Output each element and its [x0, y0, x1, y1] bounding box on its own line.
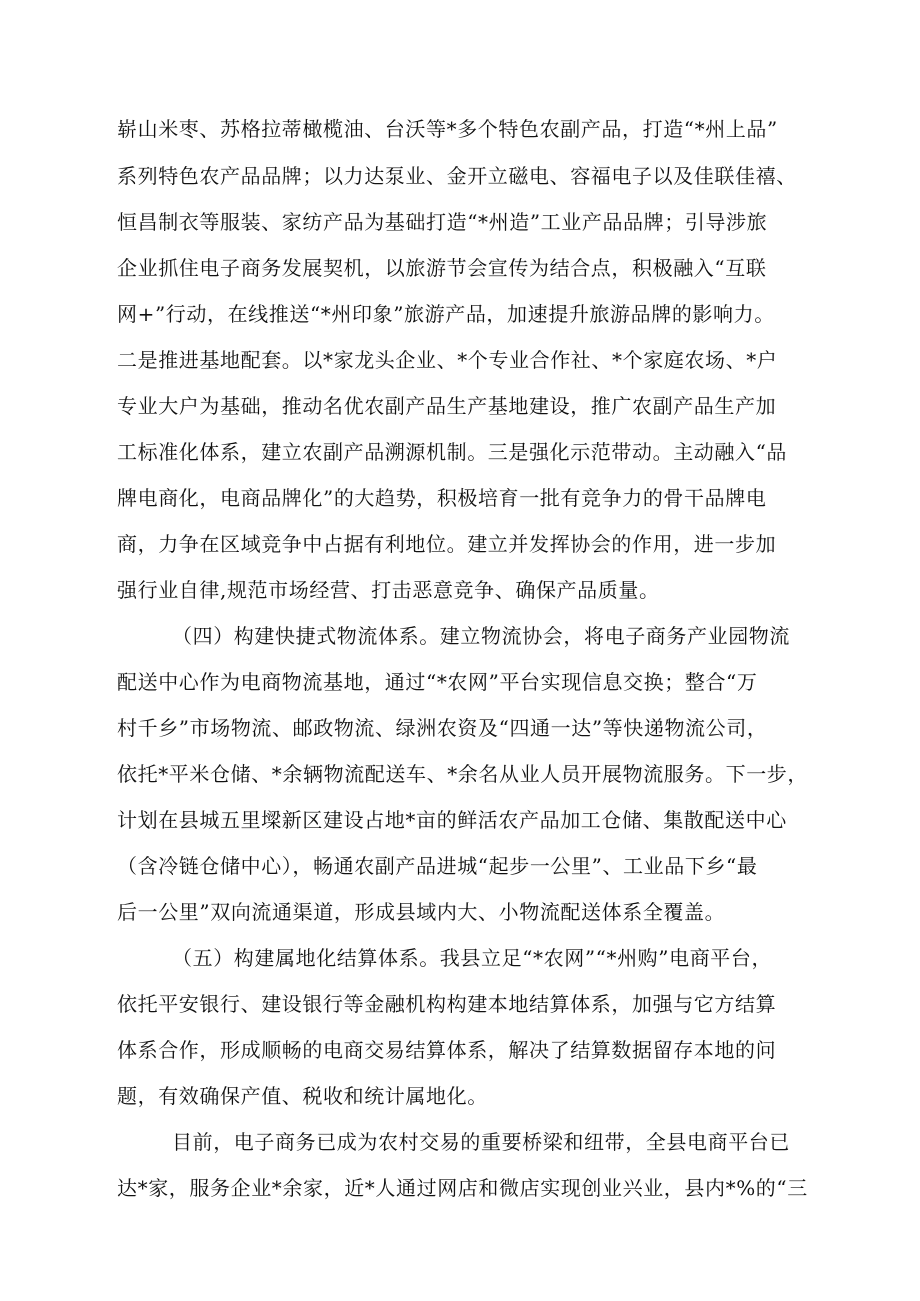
text-line: 工标准化体系，建立农副产品溯源机制。三是强化示范带动。主动融入“品: [117, 440, 788, 464]
text-line: 系列特色农产品品牌；以力达泵业、金开立磁电、容福电子以及佳联佳禧、: [117, 164, 797, 188]
text-line: 后一公里”双向流通渠道，形成县域内大、小物流配送体系全覆盖。: [117, 900, 726, 924]
text-line: 二是推进基地配套。以*家龙头企业、*个专业合作社、*个家庭农场、*户: [117, 348, 778, 372]
text-line: 达*家，服务企业*余家，近*人通过网店和微店实现创业兴业，县内*%的“三: [117, 1176, 808, 1200]
text-line: 计划在县城五里墚新区建设占地*亩的鲜活农产品加工仓储、集散配送中心: [117, 808, 787, 832]
text-line: 企业抓住电子商务发展契机，以旅游节会宣传为结合点，积极融入“互联: [117, 256, 767, 280]
text-line: 牌电商化，电商品牌化”的大趋势，积极培育一批有竞争力的骨干品牌电: [117, 486, 767, 510]
text-line: 专业大户为基础，推动名优农副产品生产基地建设，推广农副产品生产加: [117, 394, 777, 418]
paragraph-start-line: 目前，电子商务已成为农村交易的重要桥梁和纽带，全县电商平台已: [172, 1130, 790, 1154]
text-line: 依托*平米仓储、*余辆物流配送车、*余名从业人员开展物流服务。下一步，: [117, 762, 808, 786]
text-line: 依托平安银行、建设银行等金融机构构建本地结算体系，加强与它方结算: [117, 992, 777, 1016]
text-line: 网+”行动，在线推送“*州印象”旅游产品，加速提升旅游品牌的影响力。: [117, 302, 775, 326]
text-line: 村千乡”市场物流、邮政物流、绿洲农资及“四通一达”等快递物流公司，: [117, 716, 768, 740]
text-line: 商，力争在区域竞争中占据有利地位。建立并发挥协会的作用，进一步加: [117, 532, 777, 556]
text-line: 体系合作，形成顺畅的电商交易结算体系，解决了结算数据留存本地的问: [117, 1038, 777, 1062]
text-line: 恒昌制衣等服装、家纺产品为基础打造“*州造”工业产品品牌；引导涉旅: [117, 210, 768, 234]
text-line: 配送中心作为电商物流基地，通过“*农网”平台实现信息交换；整合“万: [117, 670, 758, 694]
paragraph-start-line: （五）构建属地化结算体系。我县立足“*农网”“*州购”电商平台，: [172, 946, 773, 970]
text-line: （含冷链仓储中心），畅通农副产品进城“起步一公里”、工业品下乡“最: [117, 854, 758, 878]
text-line: 题，有效确保产值、税收和统计属地化。: [117, 1084, 488, 1108]
text-line: 崭山米枣、苏格拉蒂橄榄油、台沃等*多个特色农副产品，打造“*州上品”: [117, 117, 778, 141]
paragraph-start-line: （四）构建快捷式物流体系。建立物流协会，将电子商务产业园物流: [172, 624, 790, 648]
text-line: 强行业自律,规范市场经营、打击恶意竞争、确保产品质量。: [117, 578, 660, 602]
